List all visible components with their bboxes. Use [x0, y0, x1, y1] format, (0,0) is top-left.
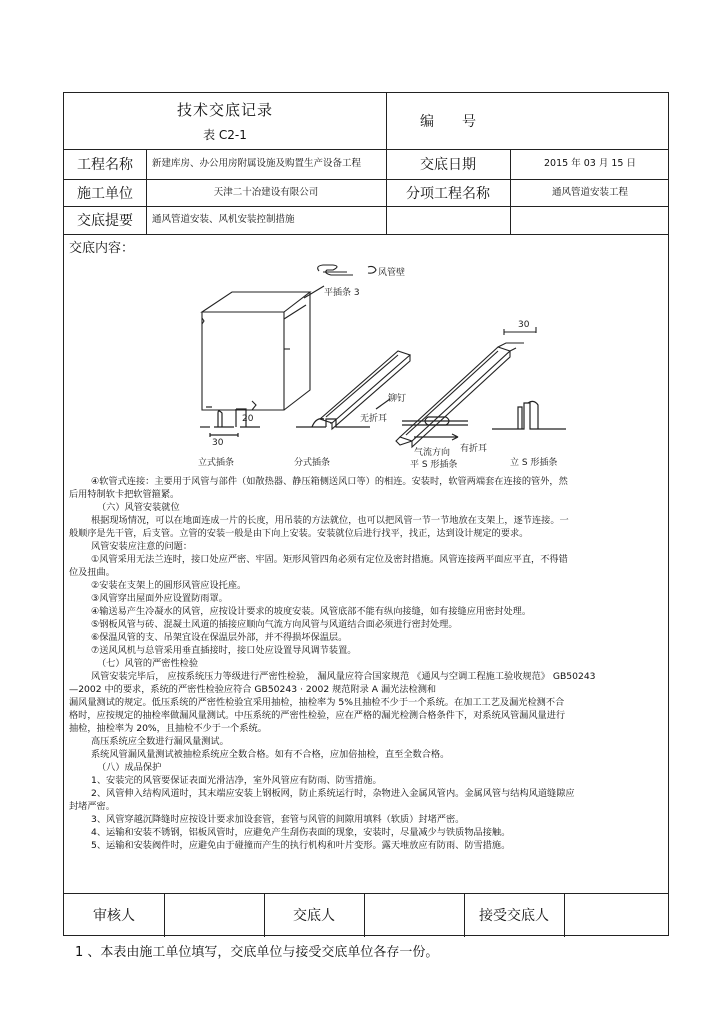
body-line: ③风管穿出屋面外应设置防雨罩。 — [91, 593, 228, 604]
body-line: （七）风管的严密性检验 — [97, 658, 199, 669]
body-line: ⑥保温风管的支、吊架宜设在保温层外部，并不得损坏保温层。 — [91, 632, 348, 643]
body-line: 3、风管穿越沉降缝时应按设计要求加设套管，套管与风管的间隙用填料（软质）封堵严密。 — [91, 814, 465, 825]
body-line: ①风管采用无法兰连时，接口处应严密、牢固。矩形风管四角必须有定位及密封措施。风管连接两平面应平直，不得错 — [91, 554, 568, 565]
sub-project-value[interactable]: 通风管道安装工程 — [551, 186, 628, 198]
dim-20: 20 — [242, 414, 254, 424]
dim-30-top: 30 — [518, 320, 530, 330]
number-label: 编 号 — [420, 114, 476, 130]
content-body — [69, 475, 665, 852]
form-title: 技术交底记录 — [176, 101, 273, 119]
body-line: 高压系统应全数进行漏风量测试。 — [91, 736, 229, 747]
body-line: 1、安装完的风管要保证表面光滑洁净，室外风管应有防雨、防雪措施。 — [91, 775, 382, 786]
body-line: 封堵严密。 — [69, 801, 115, 812]
body-line: 2、风管伸入结构风道时，其末端应安装上钢板网，防止系统运行时，杂物进入金属风管内。金属风管与结构风道缝隙应 — [91, 788, 575, 799]
date-value[interactable]: 2015 年 03 月 15 日 — [544, 158, 636, 169]
summary-label: 交底提要 — [77, 213, 133, 229]
reviewer-label: 审核人 — [93, 908, 135, 924]
label-rivet: 铆钉 — [388, 394, 407, 404]
body-line: 后用特制软卡把软管箍紧。 — [69, 489, 180, 500]
presenter-label: 交底人 — [293, 908, 335, 924]
body-line: 根据现场情况，可以在地面连成一片的长度，用吊装的方法就位，也可以把风管一节一节地放在支架上，逐节连接。一 — [91, 515, 569, 526]
label-upright-strip: 立式插条 — [198, 458, 235, 468]
presenter-signature[interactable] — [364, 893, 464, 937]
body-line: ⑦送风风机与总管采用垂直插接时，接口处应设置导风调节装置。 — [91, 645, 357, 656]
dim-30-bottom: 30 — [212, 438, 224, 448]
body-line: 系统风管漏风量测试被抽检系统应全数合格。如有不合格，应加倍抽检，直至全数合格。 — [91, 749, 450, 760]
label-upright-s-strip: 立 S 形插条 — [510, 458, 558, 468]
content-label: 交底内容： — [69, 241, 135, 256]
body-line: 抽检，抽检率为 20%，且抽检不少于一个系统。 — [69, 723, 267, 734]
label-duct-wall: 风管壁 — [378, 268, 406, 278]
body-line: 风管安装完毕后， 应按系统压力等级进行严密性检验， 漏风量应符合国家规范 《通风与空调工程施工验收规范》 GB50243 — [91, 671, 596, 682]
body-line: 5、运输和安装阀件时，应避免由于碰撞而产生的执行机构和叶片变形。露天堆放应有防雨、防雪措施。 — [91, 840, 511, 851]
project-name-value[interactable]: 新建库房、办公用房附属设施及购置生产设备工程 — [152, 158, 362, 169]
body-line: 般顺序是先干管，后支管。立管的安装一般是由下向上安装。安装就位后进行找平，找正，达到设计规定的要求。 — [69, 528, 529, 539]
sub-project-label: 分项工程名称 — [406, 185, 490, 202]
body-line: 格时，应按规定的抽检率做漏风量测试。中压系统的严密性检验，应在严格的漏光检测合格条件下，对系统风管漏风量进行 — [69, 710, 566, 721]
disclosure-form — [63, 92, 669, 936]
body-line: ④软管式连接：主要用于风管与部件（如散热器、静压箱侧送风口等）的相连。安装时，软管两端套在连接的管外，然 — [91, 476, 568, 487]
label-no-fold: 无折耳 — [360, 414, 388, 424]
reviewer-signature[interactable] — [164, 893, 264, 937]
project-name-label: 工程名称 — [77, 157, 133, 173]
body-line: 4、运输和安装不锈钢，铝板风管时，应避免产生刮伤表面的现象，安装时，尽量减少与铁质物品接触。 — [91, 827, 511, 838]
construction-unit-label: 施工单位 — [77, 185, 133, 202]
body-line: —2002 中的要求，系统的严密性检验应符合 GB50243 · 2002 规范附录 A 漏光法检测和 — [69, 684, 437, 695]
label-split-strip: 分式插条 — [294, 458, 331, 468]
receiver-label: 接受交底人 — [479, 908, 549, 924]
body-line: 位及扭曲。 — [69, 567, 115, 578]
body-line: ④输送易产生冷凝水的风管，应按设计要求的坡度安装。风管底部不能有纵向接缝，如有接缝应用密封处理。 — [91, 606, 532, 617]
label-flat-strip: 平插条 3 — [324, 288, 360, 298]
body-line: （六）风管安装就位 — [97, 502, 180, 513]
date-label: 交底日期 — [420, 157, 476, 173]
footnote: 1 、本表由施工单位填写，交底单位与接受交底单位各存一份。 — [75, 945, 439, 960]
duct-joint-figure — [192, 259, 600, 473]
body-line: 风管安装应注意的问题： — [91, 541, 193, 552]
number-value[interactable] — [510, 93, 670, 149]
body-line: ②安装在支架上的圆形风管应设托座。 — [91, 580, 247, 591]
form-number: 表 C2-1 — [203, 128, 247, 142]
summary-value[interactable]: 通风管道安装、风机安装控制措施 — [152, 214, 295, 225]
construction-unit-value[interactable]: 天津二十冶建设有限公司 — [213, 186, 319, 198]
receiver-signature[interactable] — [564, 893, 670, 937]
label-with-fold: 有折耳 — [460, 444, 488, 454]
label-flat-s-strip: 平 S 形插条 — [410, 460, 458, 470]
body-line: ⑤钢板风管与砖、混凝土风道的插接应顺向气流方向风管与风道结合面必须进行密封处理。 — [91, 619, 458, 630]
body-line: （八）成品保护 — [97, 762, 162, 773]
body-line: 漏风量测试的规定。低压系统的严密性检验宜采用抽检，抽检率为 5%且抽检不少于一个系统。在加工工艺及漏光检测不合 — [69, 697, 565, 708]
label-airflow: 气流方向 — [414, 448, 451, 458]
